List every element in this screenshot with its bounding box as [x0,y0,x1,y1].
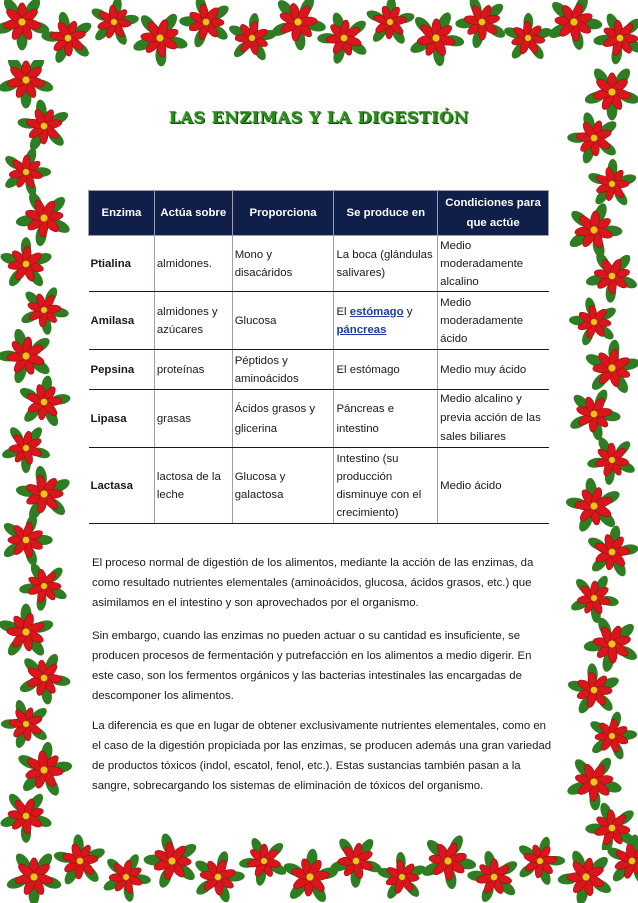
poinsettia-flower [0,138,60,207]
poinsettia-flower [230,833,296,893]
cell-enzima: Lactasa [89,448,155,524]
cell-enzima: Ptialina [89,236,155,292]
link-pancreas[interactable]: páncreas [336,323,387,336]
cell-produce: Intestino (su producción disminuye con el crecimiento) [334,448,438,524]
cell-produce [334,292,438,350]
poinsettia-flower [580,244,638,309]
cell-condiciones: Medio ácido [438,448,549,524]
cell-proporciona: Glucosa y galactosa [232,448,334,524]
poinsettia-flower [509,833,573,893]
table-row [89,236,549,292]
poinsettia-flower [574,330,638,405]
cell-enzima: Amilasa [89,292,155,350]
poinsettia-flower [566,564,628,631]
poinsettia-flower [573,604,638,683]
poinsettia-flower [92,844,158,903]
poinsettia-flower [8,456,72,532]
poinsettia-flower [12,553,72,620]
poinsettia-flower [585,2,638,70]
poinsettia-flower [219,4,284,70]
poinsettia-border-right [566,60,638,850]
poinsettia-flower [567,295,619,350]
poinsettia-flower [11,186,72,251]
poinsettia-flower [0,783,58,850]
poinsettia-flower [0,694,57,755]
poinsettia-flower [458,840,532,903]
paragraph-1: El proceso normal de digestión de los alimentos, mediante la acción de las enzimas, da como resultado nutrientes elementales (aminoácidos, glucosa, ácidos grasos, etc.) que asimilamos en el intestino y son aprovechados por el organismo. [92,557,534,609]
table-row [89,350,549,390]
cell-condiciones: Medio alcalino y previa acción de las sales biliares [438,390,549,448]
poinsettia-flower [371,844,435,903]
header-enzima: Enzima [89,191,155,236]
poinsettia-border-top [0,0,638,70]
poinsettia-flower [363,0,417,47]
poinsettia-flower [446,0,520,59]
poinsettia-flower [566,192,632,270]
poinsettia-flower [594,833,638,899]
poinsettia-flower [587,709,638,763]
cell-condiciones: Medio moderadamente ácido [438,292,549,350]
cell-produce: Páncreas e intestino [334,390,438,448]
cell-proporciona: Mono y disacáridos [232,236,334,292]
poinsettia-flower [578,426,638,492]
poinsettia-flower [320,833,394,897]
poinsettia-flower [1,513,52,567]
cell-actua: proteínas [154,350,232,390]
cell-enzima: Pepsina [89,350,155,390]
poinsettia-flower [142,833,199,891]
poinsettia-flower [123,2,194,70]
poinsettia-flower [0,320,61,390]
poinsettia-flower [178,0,231,50]
produce-text: y [406,305,413,318]
cell-actua: grasas [154,390,232,448]
poinsettia-flower [33,5,103,70]
poinsettia-flower [5,851,62,903]
paragraph-2: Sin embargo, cuando las enzimas no pueden actuar o su cantidad es insuficiente, se producen procesos de fermentación y putrefacción en los alimentos a medio digerir. En este caso, son los fermentos orgánicos y las bacterias intestinales las encargadas de descomponer los alimentos. [92,630,532,702]
cell-proporciona: Péptidos y aminoácidos [232,350,334,390]
poinsettia-flower [566,473,626,536]
table-row [89,292,549,350]
header-proporciona: Proporciona [232,191,334,236]
poinsettia-flower [576,792,638,850]
cell-actua: almidones y azúcares [154,292,232,350]
poinsettia-flower [499,6,560,68]
poinsettia-flower [0,413,61,482]
poinsettia-flower [566,748,629,818]
poinsettia-flower [545,0,605,53]
cell-enzima: Lipasa [89,390,155,448]
poinsettia-flower [13,649,72,708]
poinsettia-flower [4,731,72,810]
cell-actua: lactosa de la leche [154,448,232,524]
poinsettia-border-bottom [0,833,638,903]
cell-condiciones: Medio muy ácido [438,350,549,390]
poinsettia-flower [0,230,58,297]
poinsettia-flower [258,0,337,61]
table-header-row [89,191,549,236]
poinsettia-flower [566,655,629,725]
poinsettia-flower [310,4,378,70]
cell-produce: El estómago [334,350,438,390]
poinsettia-flower [0,594,66,672]
cell-proporciona: Glucosa [232,292,334,350]
header-condiciones: Condiciones para que actúe [438,191,549,236]
page-title: LAS ENZIMAS Y LA DIGESTIÓN [169,108,469,127]
poinsettia-flower [581,521,638,581]
poinsettia-flower [8,274,72,344]
poinsettia-flower [0,60,55,108]
cell-produce: La boca (glándulas salivares) [334,236,438,292]
paragraph-3: La diferencia es que en lugar de obtener exclusivamente nutrientes elementales, como en el caso de la digestión propiciada por las enzimas, se producen además una gran variedad de productos tóxicos (indol, escatol, fenol, etc.). Estas sustancias también pasan a la sangre, sobrecargando los sistemas de eliminación de tóxicos del organismo. [92,720,552,792]
table-row [89,448,549,524]
header-se-produce-en: Se produce en [334,191,438,236]
table-row [89,390,549,448]
poinsettia-flower [181,840,254,903]
poinsettia-flower [279,846,342,903]
poinsettia-flower [577,150,638,219]
poinsettia-flower [399,0,475,70]
enzyme-table [88,190,549,524]
poinsettia-flower [43,833,116,898]
link-estomago[interactable]: estómago [349,305,404,318]
header-actua-sobre: Actúa sobre [154,191,232,236]
poinsettia-flower [418,833,481,894]
produce-text: El [336,305,347,318]
cell-proporciona: Ácidos grasos y glicerina [232,390,334,448]
poinsettia-flower [0,0,51,50]
poinsettia-flower [566,376,630,451]
poinsettia-flower [552,845,619,903]
poinsettia-flower [13,371,72,430]
poinsettia-border-left [0,60,72,850]
cell-condiciones: Medio moderadamente alcalino [438,236,549,292]
poinsettia-flower [78,0,148,58]
cell-actua: almidones. [154,236,232,292]
